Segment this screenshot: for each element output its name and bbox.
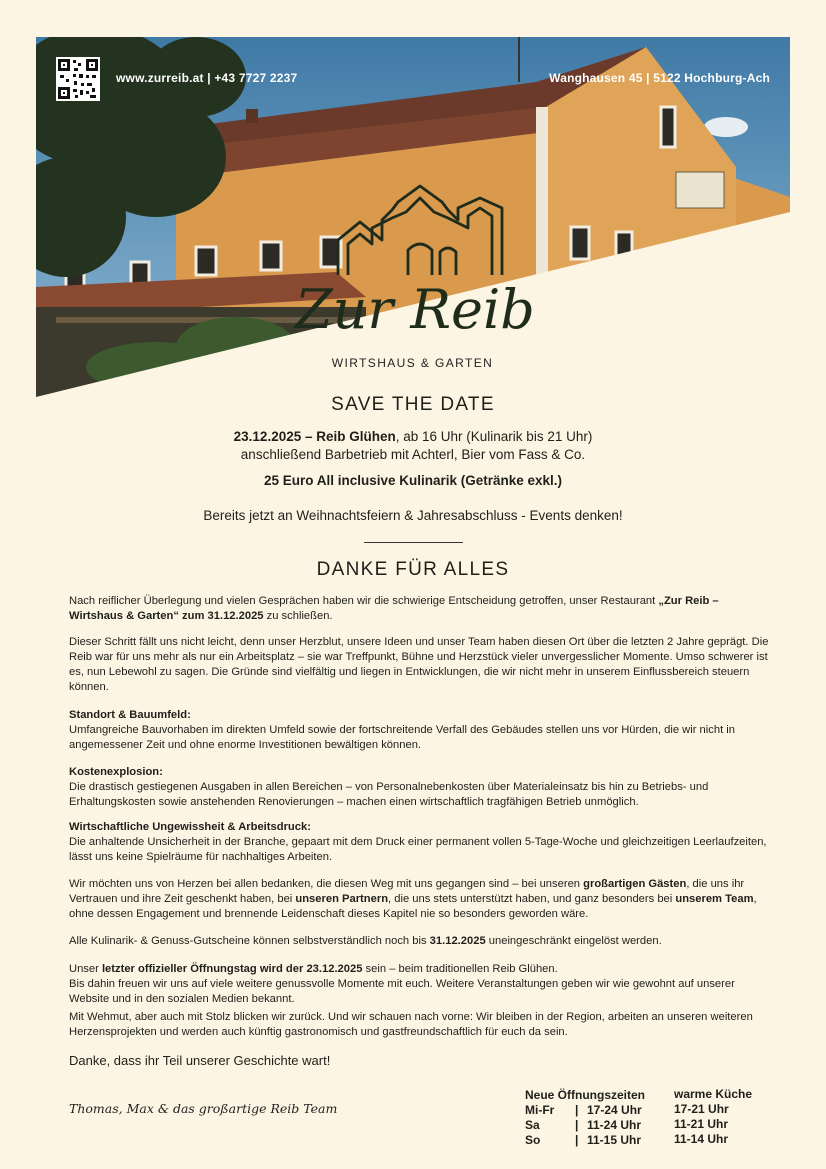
- event-date-title: 23.12.2025 – Reib Glühen: [233, 429, 396, 444]
- kitchen-hours-time: 17-21 Uhr: [674, 1102, 729, 1116]
- closing-line: Danke, dass ihr Teil unserer Geschichte wart!: [69, 1053, 331, 1068]
- paragraph-thanks: [69, 877, 769, 922]
- opening-hours-title: Neue Öffnungszeiten: [525, 1088, 646, 1102]
- save-the-date-heading: SAVE THE DATE: [331, 394, 495, 415]
- contact-line[interactable]: www.zurreib.at | +43 7727 2237: [116, 71, 298, 85]
- section-location-title: Standort & Bauumfeld:: [69, 709, 191, 721]
- thanks-text-c: , die uns ihr Vertrauen und ihre Zeit geschenkt haben, bei: [69, 878, 745, 905]
- section-uncertainty: [69, 820, 769, 865]
- paragraph-last-day: [69, 962, 769, 1007]
- event-line-2: anschließend Barbetrieb mit Achterl, Bier vom Fass & Co.: [240, 447, 586, 462]
- paragraph-vouchers: [69, 934, 769, 949]
- intro-bold: „Zur Reib – Wirtshaus & Garten“ zum 31.12.2025: [69, 595, 719, 622]
- intro-text-end: zu schließen.: [263, 610, 333, 622]
- section-divider: [364, 542, 463, 543]
- last-day-text-end: sein – beim traditionellen Reib Glühen.: [362, 963, 558, 975]
- section-costs: [69, 765, 769, 810]
- paragraph-outlook: Mit Wehmut, aber auch mit Stolz blicken wir zurück. Und wir schauen nach vorne: Wir bleiben in der Region, arbeiten an unseren weiteren Herzensprojekten und werden auch künftig gastronomisch und gastfreundschaftlich für euch da sein.: [69, 1011, 753, 1038]
- section-costs-title: Kostenexplosion:: [69, 766, 163, 778]
- thanks-team: unserem Team: [675, 893, 754, 905]
- address-line: Wanghausen 45 | 5122 Hochburg-Ach: [549, 71, 770, 85]
- thanks-text-g: , ohne dessen Engagement und brennende Leidenschaft dieses Kapitel nie so besonders geworden wäre.: [69, 893, 757, 920]
- kitchen-hours-title: warme Küche: [674, 1087, 753, 1101]
- last-day-bold: letzter offizieller Öffnungstag wird der 23.12.2025: [101, 963, 363, 975]
- thanks-guests: großartigen Gästen: [583, 878, 687, 890]
- kitchen-hours-time: 11-21 Uhr: [674, 1117, 729, 1131]
- vouchers-text-end: uneingeschränkt eingelöst werden.: [485, 935, 662, 947]
- team-signature: [69, 1093, 369, 1123]
- qr-code-icon[interactable]: [56, 57, 100, 101]
- hours-day: So: [525, 1133, 541, 1147]
- hours-row: Sa | 11-24 Uhr: [525, 1118, 642, 1132]
- thanks-text-a: Wir möchten uns von Herzen bei allen bedanken, die diesen Weg mit uns gegangen sind – bei unseren: [69, 878, 584, 890]
- event-time: , ab 16 Uhr (Kulinarik bis 21 Uhr): [395, 429, 593, 444]
- opening-hours: [525, 1088, 645, 1148]
- thanks-heading: DANKE FÜR ALLES: [316, 559, 510, 580]
- section-uncertainty-title: Wirtschaftliche Ungewissheit & Arbeitsdruck:: [69, 821, 311, 833]
- kitchen-hours-time: 11-14 Uhr: [674, 1132, 729, 1146]
- section-costs-text: Die drastisch gestiegenen Ausgaben in allen Bereichen – von Personalnebenkosten über Materialeinsatz bis hin zu Betriebs- und Erhaltungskosten sowie anstehenden Renovierungen – machen einen wirtschaftlich tragfähigen Betrieb unmöglich.: [69, 781, 709, 808]
- signature-text: Thomas, Max & das großartige Reib Team: [69, 1101, 338, 1116]
- event-reminder: Bereits jetzt an Weihnachtsfeiern & Jahresabschluss - Events denken!: [203, 508, 623, 523]
- section-location-text: Umfangreiche Bauvorhaben im direkten Umfeld sowie der fortschreitende Verfall des Gebäudes stellen uns vor Hürden, die wir nicht in angemessener Zeit und ohne enorme Investitionen bewältigen können.: [69, 724, 735, 751]
- intro-text: Nach reiflicher Überlegung und vielen Gesprächen haben wir die schwierige Entscheidung getroffen, unser Restaurant: [69, 595, 659, 607]
- thanks-text-e: , die uns stets unterstützt haben, und ganz besonders bei: [388, 893, 676, 905]
- vouchers-text: Alle Kulinarik- & Genuss-Gutscheine können selbstverständlich noch bis: [69, 935, 430, 947]
- paragraph-heartblood: Dieser Schritt fällt uns nicht leicht, denn unser Herzblut, unsere Ideen und unser Team haben diesen Ort über die letzten 2 Jahre geprägt. Die Reib war für uns mehr als nur ein Arbeitsplatz – sie war Treffpunkt, Bühne und Herzstück vieler unvergesslicher Momente. Umso schwerer ist es, nun Lebewohl zu sagen. Die Gründe sind vielfältig und liegen in Entwicklungen, die wir nicht mehr in unserem Einflussbereich steuern können.: [69, 636, 769, 693]
- hours-time: 11-15 Uhr: [587, 1133, 642, 1147]
- event-line-1: [0, 429, 826, 444]
- hours-row: Mi-Fr | 17-24 Uhr: [525, 1103, 642, 1117]
- kitchen-hours: [674, 1087, 752, 1147]
- thanks-partners: unseren Partnern: [295, 893, 389, 905]
- logo-subtitle: WIRTSHAUS & GARTEN: [331, 356, 494, 370]
- section-location: [69, 708, 769, 753]
- last-day-followup: Bis dahin freuen wir uns auf viele weitere genussvolle Momente mit euch. Weitere Veranstaltungen geben wir wie gewohnt auf unserer Website und in den sozialen Medien bekannt.: [69, 978, 735, 1005]
- logo-script-text: Zur Reib: [295, 278, 535, 341]
- hours-row: So | 11-15 Uhr: [525, 1133, 642, 1147]
- section-uncertainty-text: Die anhaltende Unsicherheit in der Branche, gepaart mit dem Druck einer permanent vollen 5-Tage-Woche und gleichzeitigen Leerlaufzeiten, lässt uns keine Spielräume für nachhaltiges Arbeiten.: [69, 836, 767, 863]
- zur-reib-logo: [290, 180, 540, 370]
- event-price: 25 Euro All inclusive Kulinarik (Getränke exkl.): [263, 473, 563, 488]
- hours-time: 11-24 Uhr: [587, 1118, 642, 1132]
- vouchers-date: 31.12.2025: [429, 935, 486, 947]
- paragraph-intro: [69, 594, 769, 624]
- hours-day: Sa: [525, 1118, 540, 1132]
- last-day-text: Unser: [69, 963, 102, 975]
- hours-day: Mi-Fr: [525, 1103, 555, 1117]
- hours-time: 17-24 Uhr: [587, 1103, 642, 1117]
